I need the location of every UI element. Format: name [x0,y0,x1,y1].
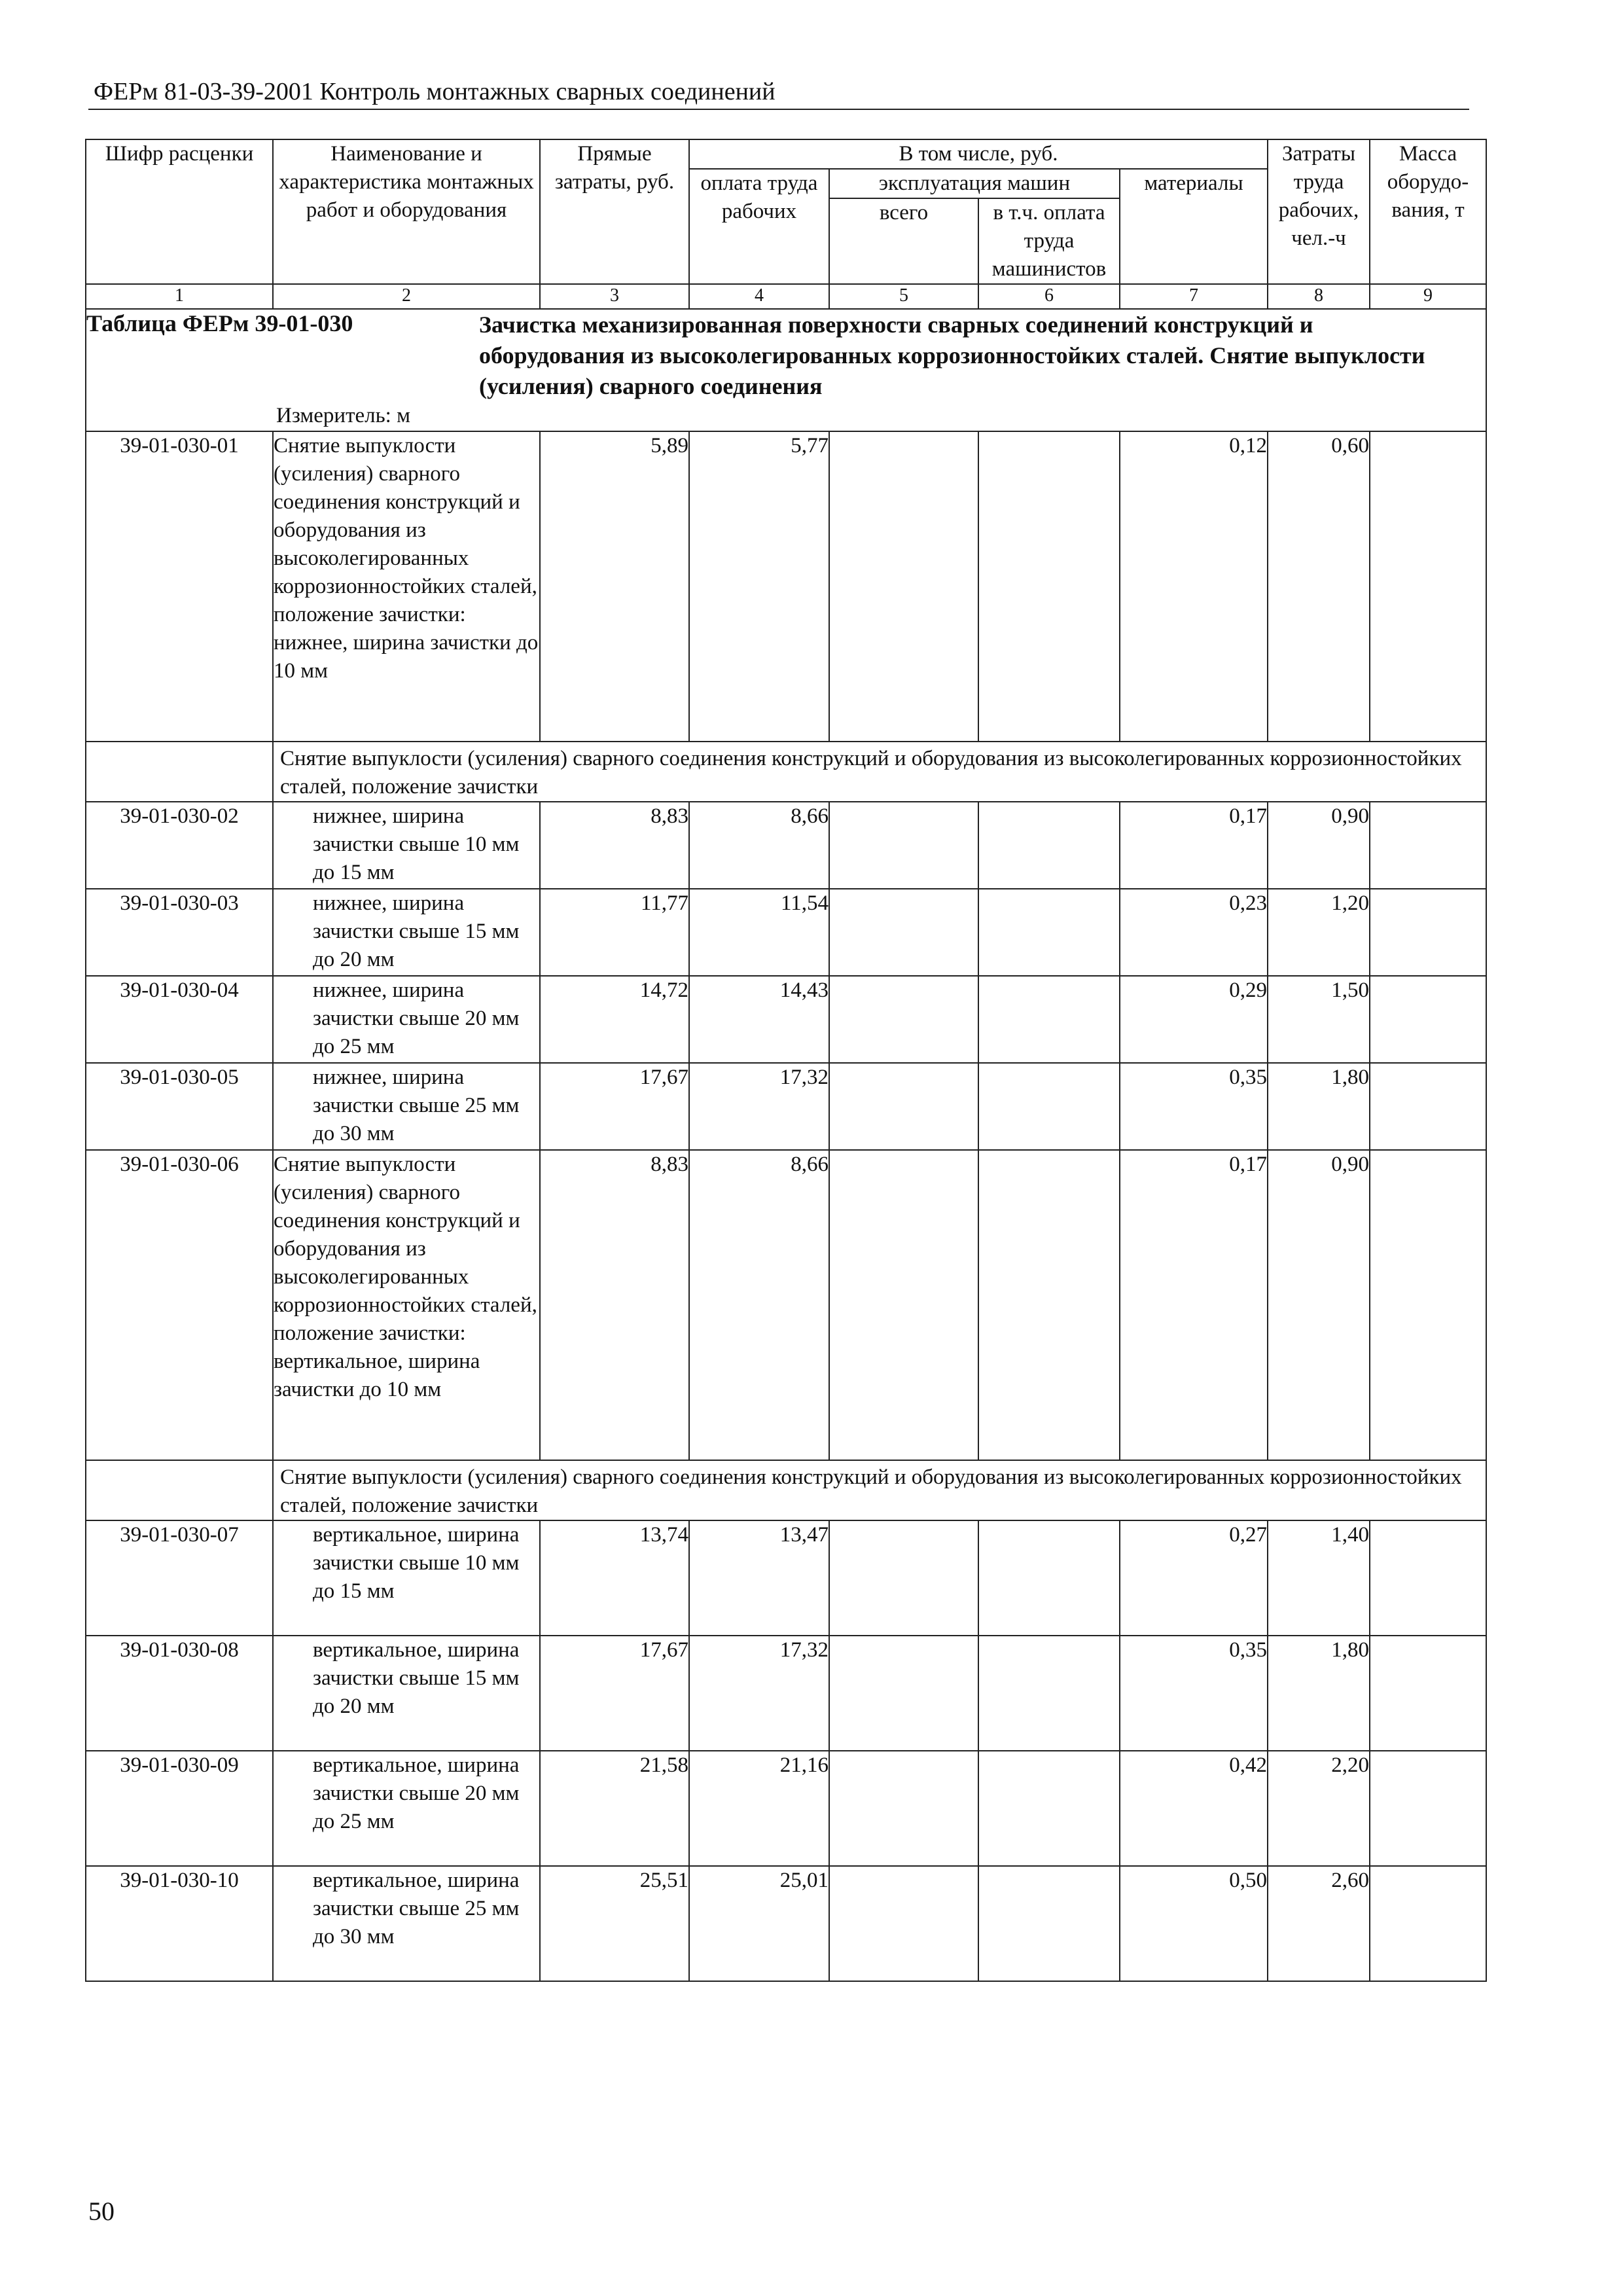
table-row [86,431,1486,742]
row-materials: 0,42 [1120,1751,1268,1866]
row-machines-total [829,1751,978,1866]
row-code: 39-01-030-02 [86,802,273,889]
row-hours: 1,20 [1268,889,1370,976]
col-machinists-header: в т.ч. оплата труда машинистов [978,198,1120,284]
row-machinists [978,1063,1120,1150]
col-number: 9 [1370,284,1486,309]
row-code: 39-01-030-09 [86,1751,273,1866]
row-hours: 2,60 [1268,1866,1370,1981]
row-labor: 8,66 [689,802,829,889]
row-materials: 0,17 [1120,1150,1268,1460]
row-machines-total [829,976,978,1063]
row-mass [1370,802,1486,889]
row-mass [1370,1866,1486,1981]
col-incl-header: В том числе, руб. [689,139,1268,169]
row-machines-total [829,1063,978,1150]
col-number: 4 [689,284,829,309]
col-machines-header: эксплуатация машин [829,169,1120,198]
row-hours: 0,60 [1268,431,1370,742]
table-row [86,889,1486,976]
table-meter: Измеритель: м [276,404,410,427]
row-direct: 8,83 [540,1150,689,1460]
header-title: ФЕРм 81-03-39-2001 Контроль монтажных сварных соединений [94,78,776,105]
row-name: нижнее, ширина зачистки свыше 10 мм до 15 мм [273,802,540,889]
column-numbers-row [86,284,1486,309]
col-number: 8 [1268,284,1370,309]
table-row [86,1866,1486,1981]
row-materials: 0,12 [1120,431,1268,742]
table-row [86,1520,1486,1636]
row-direct: 21,58 [540,1751,689,1866]
row-machines-total [829,1520,978,1636]
row-code: 39-01-030-05 [86,1063,273,1150]
col-number: 1 [86,284,273,309]
row-materials: 0,35 [1120,1636,1268,1751]
row-hours: 0,90 [1268,802,1370,889]
row-name: вертикальное, ширина зачистки свыше 10 мм до 15 мм [273,1520,540,1636]
row-machines-total [829,889,978,976]
col-number: 6 [978,284,1120,309]
row-name: нижнее, ширина зачистки свыше 20 мм до 25 мм [273,976,540,1063]
row-machines-total [829,1636,978,1751]
row-name: вертикальное, ширина зачистки свыше 25 мм до 30 мм [273,1866,540,1981]
row-machinists [978,976,1120,1063]
row-machines-total [829,1150,978,1460]
table-row [86,976,1486,1063]
table-row [86,802,1486,889]
row-code: 39-01-030-10 [86,1866,273,1981]
row-mass [1370,976,1486,1063]
row-code: 39-01-030-08 [86,1636,273,1751]
row-mass [1370,889,1486,976]
row-hours: 0,90 [1268,1150,1370,1460]
row-code: 39-01-030-03 [86,889,273,976]
row-machines-total [829,802,978,889]
row-labor: 14,43 [689,976,829,1063]
col-name-header: Наименование и характеристика монтажных работ и оборудования [273,139,540,284]
row-materials: 0,17 [1120,802,1268,889]
row-materials: 0,23 [1120,889,1268,976]
row-direct: 11,77 [540,889,689,976]
row-name: вертикальное, ширина зачистки свыше 15 мм до 20 мм [273,1636,540,1751]
row-labor: 17,32 [689,1636,829,1751]
row-materials: 0,29 [1120,976,1268,1063]
row-code: 39-01-030-06 [86,1150,273,1460]
row-hours: 1,50 [1268,976,1370,1063]
row-name: Снятие выпуклости (усиления) сварного соединения конструкций и оборудования из высоколегированных коррозионностойких сталей, положение зачистки: вертикальное, ширина зачистки до 10 мм [273,1150,540,1460]
table-row [86,1751,1486,1866]
table-title: Зачистка механизированная поверхности сварных соединений конструкций и оборудования из высоколегированных коррозионностойких сталей. Снятие выпуклости (усиления) сварного соединения [479,312,1425,399]
col-number: 7 [1120,284,1268,309]
row-machinists [978,1751,1120,1866]
section-subheader: Снятие выпуклости (усиления) сварного соединения конструкций и оборудования из высоколегированных коррозионностойких сталей, положение зачистки [273,742,1486,802]
table-label: Таблица ФЕРм 39-01-030 [86,310,353,336]
row-code: 39-01-030-04 [86,976,273,1063]
row-machinists [978,889,1120,976]
row-direct: 17,67 [540,1636,689,1751]
row-name: вертикальное, ширина зачистки свыше 20 мм до 25 мм [273,1751,540,1866]
row-name: Снятие выпуклости (усиления) сварного соединения конструкций и оборудования из высоколегированных коррозионностойких сталей, положение зачистки: нижнее, ширина зачистки до 10 мм [273,431,540,742]
row-name: нижнее, ширина зачистки свыше 25 мм до 30 мм [273,1063,540,1150]
row-mass [1370,431,1486,742]
row-hours: 2,20 [1268,1751,1370,1866]
row-mass [1370,1520,1486,1636]
row-materials: 0,35 [1120,1063,1268,1150]
col-materials-header: материалы [1120,169,1268,284]
col-hours-header: Затраты труда рабочих, чел.-ч [1268,139,1370,284]
table-row [86,1150,1486,1460]
col-mass-header: Масса оборудо-вания, т [1370,139,1486,284]
row-machinists [978,431,1120,742]
row-hours: 1,80 [1268,1636,1370,1751]
col-code-header: Шифр расценки [86,139,273,284]
table-row [86,1636,1486,1751]
col-number: 2 [273,284,540,309]
row-labor: 25,01 [689,1866,829,1981]
row-labor: 21,16 [689,1751,829,1866]
row-mass [1370,1751,1486,1866]
row-mass [1370,1150,1486,1460]
row-direct: 17,67 [540,1063,689,1150]
row-direct: 25,51 [540,1866,689,1981]
section-subheader: Снятие выпуклости (усиления) сварного соединения конструкций и оборудования из высоколегированных коррозионностойких сталей, положение зачистки [273,1460,1486,1520]
row-machinists [978,802,1120,889]
row-name: нижнее, ширина зачистки свыше 15 мм до 20 мм [273,889,540,976]
row-code: 39-01-030-07 [86,1520,273,1636]
row-labor: 8,66 [689,1150,829,1460]
row-direct: 13,74 [540,1520,689,1636]
row-machinists [978,1150,1120,1460]
row-machines-total [829,431,978,742]
row-labor: 5,77 [689,431,829,742]
col-number: 5 [829,284,978,309]
row-direct: 5,89 [540,431,689,742]
table-title-block [86,309,1486,431]
table-row [86,1063,1486,1150]
col-number: 3 [540,284,689,309]
row-machinists [978,1866,1120,1981]
row-machinists [978,1520,1120,1636]
row-machinists [978,1636,1120,1751]
row-mass [1370,1636,1486,1751]
row-materials: 0,50 [1120,1866,1268,1981]
col-total-header: всего [829,198,978,284]
row-labor: 11,54 [689,889,829,976]
col-labor-header: оплата труда рабочих [689,169,829,284]
col-direct-header: Прямые затраты, руб. [540,139,689,284]
row-direct: 8,83 [540,802,689,889]
row-mass [1370,1063,1486,1150]
pricing-table [85,139,1487,1982]
row-machines-total [829,1866,978,1981]
row-labor: 17,32 [689,1063,829,1150]
page-number: 50 [88,2197,115,2226]
page-header [88,76,1469,110]
row-code: 39-01-030-01 [86,431,273,742]
row-hours: 1,80 [1268,1063,1370,1150]
row-labor: 13,47 [689,1520,829,1636]
row-materials: 0,27 [1120,1520,1268,1636]
row-hours: 1,40 [1268,1520,1370,1636]
row-direct: 14,72 [540,976,689,1063]
